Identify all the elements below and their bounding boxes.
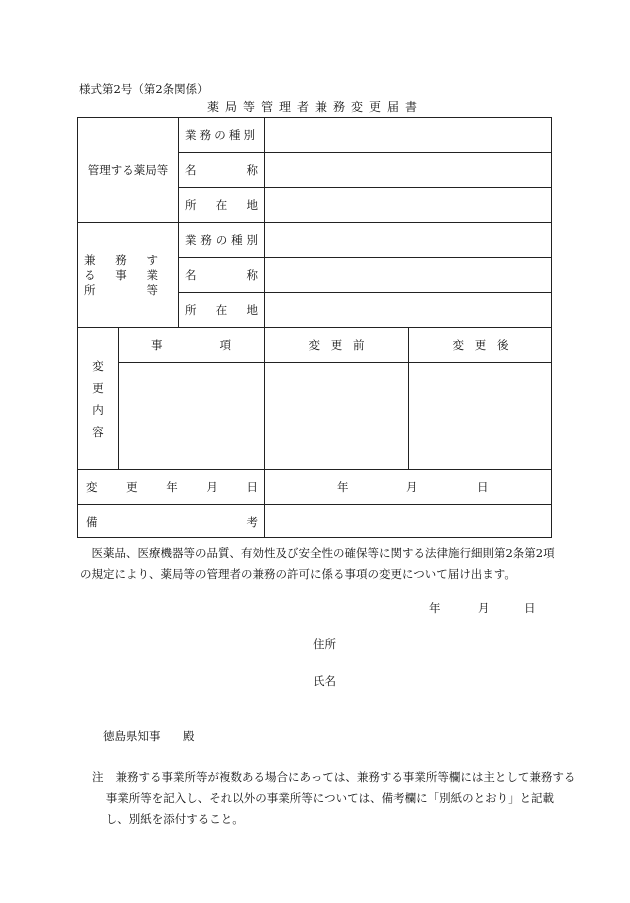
note-text: 兼務する事業所等が複数ある場合にあっては、兼務する事業所等欄には主として兼務する事業所等を記入し、それ以外の事業所等については、備考欄に「別紙のとおり」と記載し、別紙を添付すること。 (105, 770, 576, 826)
managed-name-field[interactable] (265, 153, 552, 187)
name-label: 氏名 (313, 674, 336, 688)
concurrent-name-label (178, 258, 264, 292)
label-text: 変更年月日 (86, 480, 258, 494)
label-text: 所在地 (185, 198, 258, 212)
remarks-field[interactable] (265, 505, 552, 538)
month-suffix: 月 (406, 480, 418, 494)
label-text: 兼務する事業所等 (84, 252, 172, 297)
label-text: 備考 (86, 515, 258, 529)
label-text: 事項 (151, 338, 231, 352)
label-text: 変更内容 (92, 358, 104, 439)
day-suffix: 日 (477, 480, 489, 494)
year-suffix: 年 (337, 480, 349, 494)
managed-location-field[interactable] (265, 188, 552, 222)
addressee-name: 徳島県知事 (103, 729, 161, 743)
column-header-before (265, 328, 408, 362)
label-text: 変更後 (452, 338, 509, 352)
managed-location-label (178, 188, 264, 222)
addressee-honorific: 殿 (183, 729, 195, 743)
label-text: 所在地 (185, 303, 258, 317)
change-item-field[interactable] (119, 363, 264, 469)
label-text: 変更前 (308, 338, 365, 352)
label-text: 業務の種別 (185, 233, 258, 247)
declaration-text: 医薬品、医療機器等の品質、有効性及び安全性の確保等に関する法律施行細則第2条第2項の規定により、薬局等の管理者の兼務の許可に係る事項の変更について届け出ます。 (80, 546, 555, 581)
label-text: 名称 (185, 268, 258, 282)
change-before-field[interactable] (265, 363, 408, 469)
change-date-label (78, 470, 264, 504)
signature-year: 年 (429, 601, 441, 615)
managed-business-type-label (178, 118, 264, 152)
change-date-field[interactable] (265, 470, 552, 504)
concurrent-location-field[interactable] (265, 293, 552, 327)
remarks-label (78, 505, 264, 539)
footnote (92, 767, 576, 830)
change-after-field[interactable] (409, 363, 552, 469)
signature-day: 日 (524, 601, 536, 615)
managed-name-label (178, 153, 264, 187)
concurrent-business-type-label (178, 223, 264, 257)
signature-month: 月 (478, 601, 490, 615)
address-label: 住所 (313, 637, 336, 651)
concurrent-business-type-field[interactable] (265, 223, 552, 257)
column-header-item (118, 328, 264, 362)
managed-pharmacy-label: 管理する薬局等 (87, 163, 169, 177)
concurrent-location-label (178, 293, 264, 327)
change-content-label (78, 328, 118, 469)
managed-business-type-field[interactable] (265, 118, 552, 152)
column-header-after (409, 328, 552, 362)
label-text: 名称 (185, 163, 258, 177)
document-title: 薬局等管理者兼務変更届書 (206, 100, 423, 114)
notification-form-table (77, 117, 552, 538)
note-label: 注 (92, 770, 104, 784)
concurrent-name-field[interactable] (265, 258, 552, 292)
form-number: 様式第2号（第2条関係） (79, 82, 209, 96)
concurrent-office-label (84, 223, 172, 327)
label-text: 業務の種別 (185, 128, 258, 142)
